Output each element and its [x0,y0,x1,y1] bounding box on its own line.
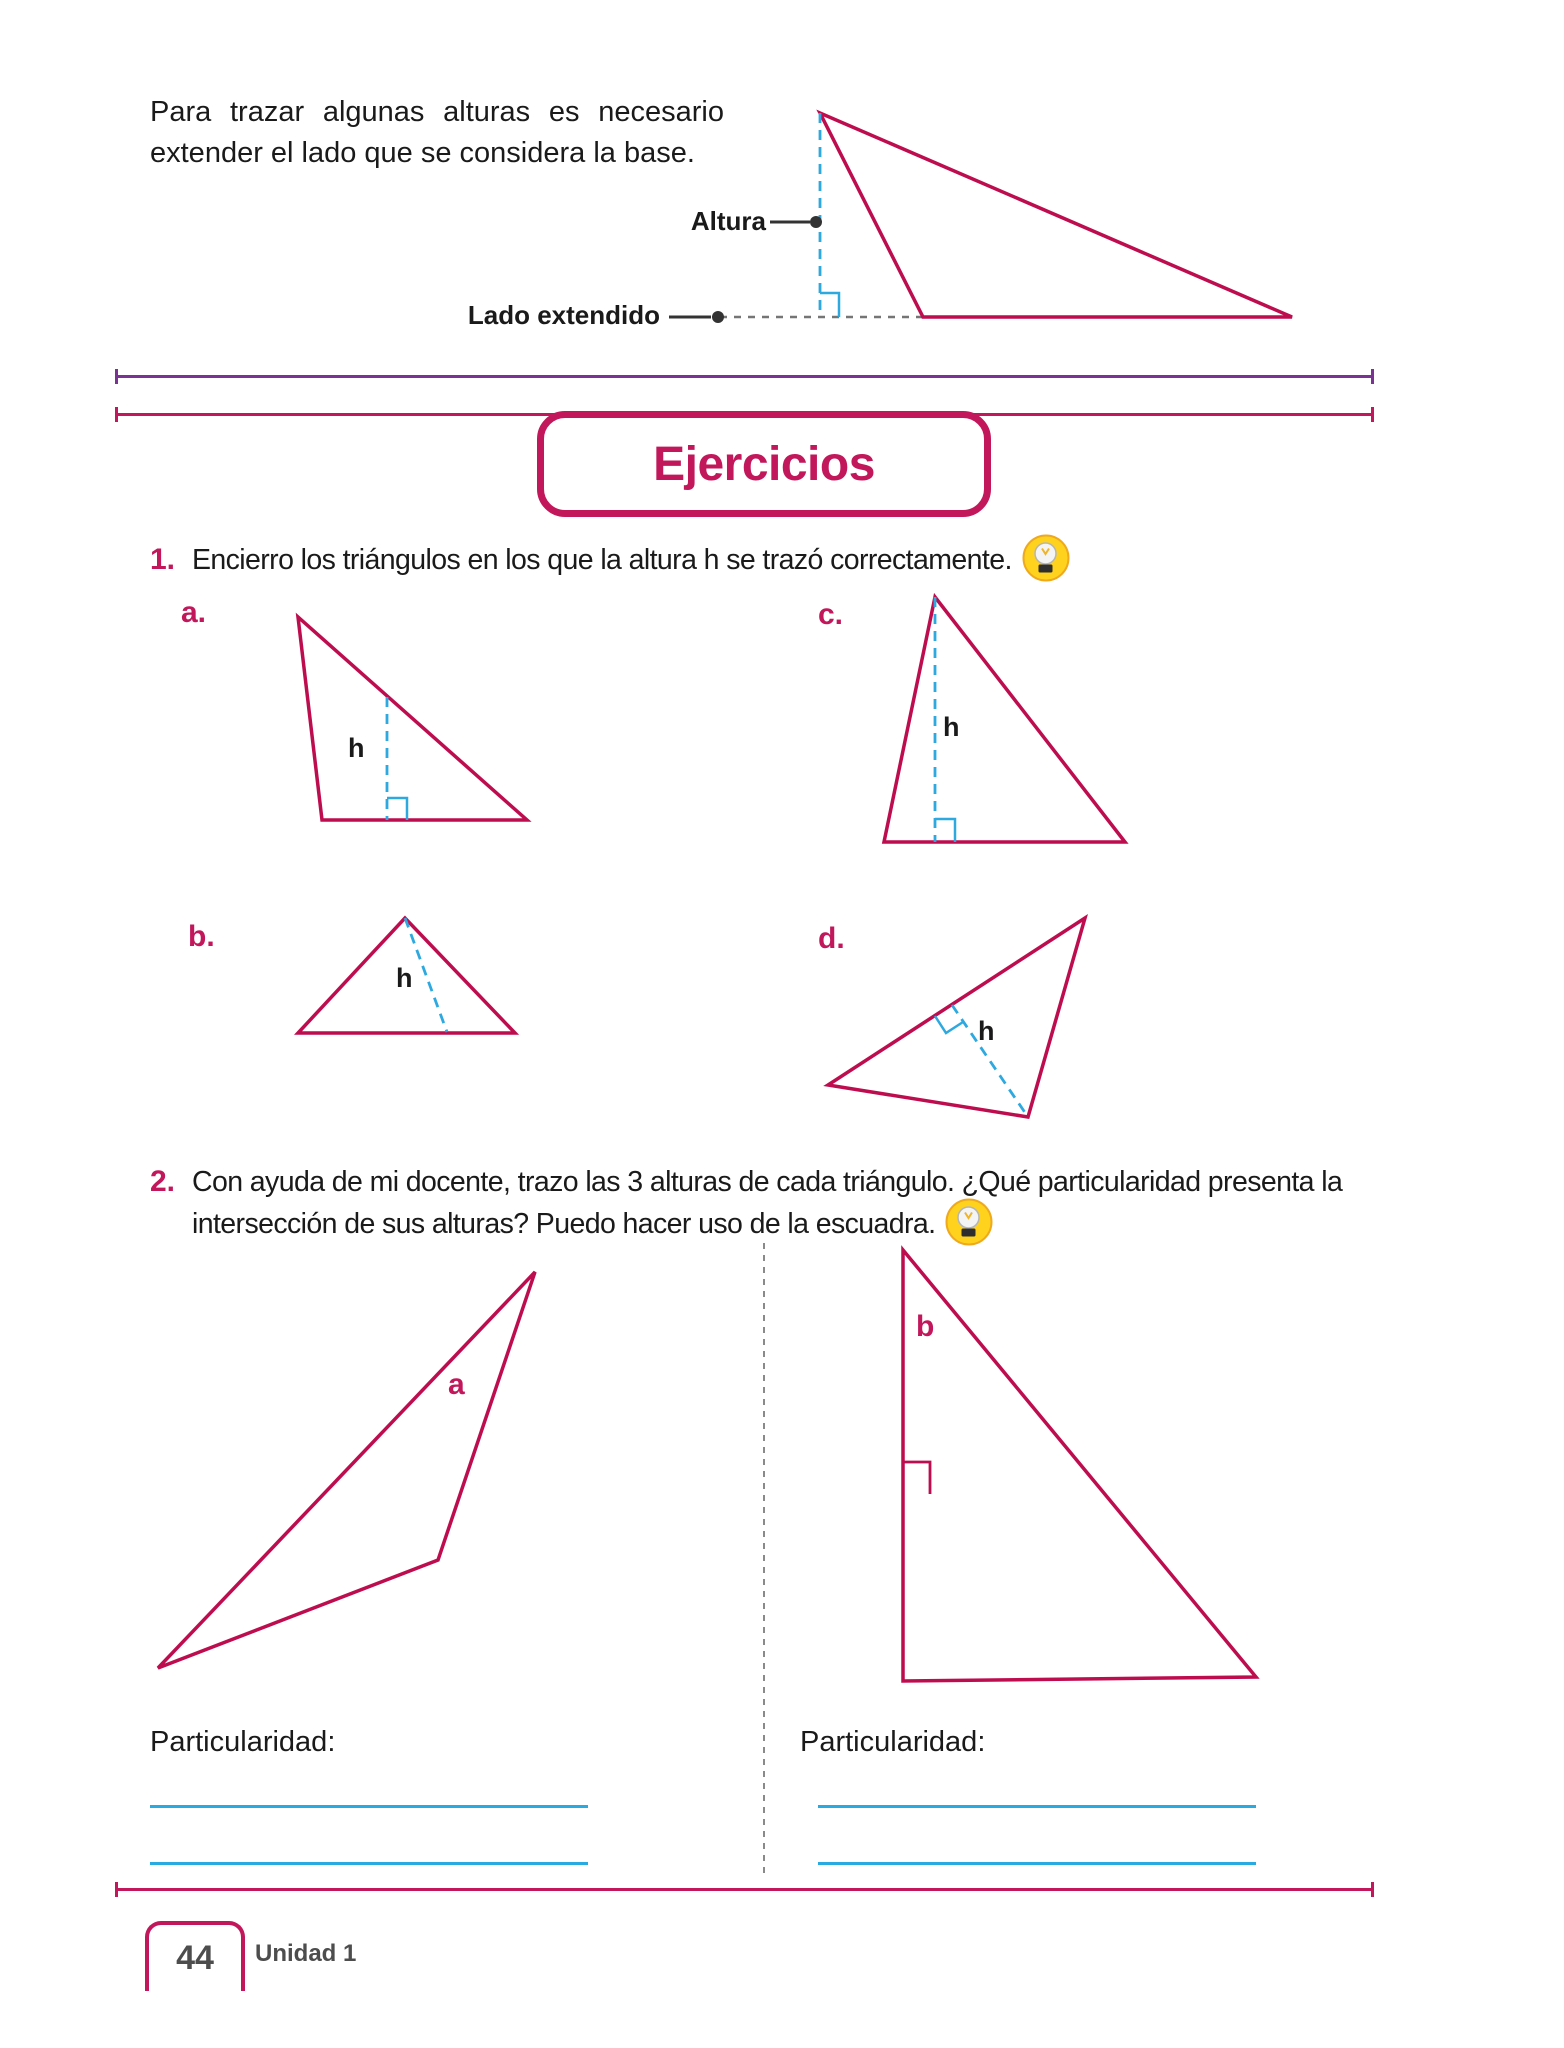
triangle-c-h-label: h [943,712,960,742]
footer-rule [115,1888,1374,1891]
answer-line [150,1862,588,1865]
answer-line [818,1862,1256,1865]
lado-callout-dot [712,311,724,323]
big-triangle-a-label: a [448,1368,465,1401]
triangle-c-right-angle [935,819,955,842]
exercise-1-text: Encierro los triángulos en los que la altura h se trazó correctamente. [192,544,1012,576]
triangle-d [800,900,1110,1140]
lado-extendido-label: Lado extendido [467,300,660,330]
page-number: 44 [176,1938,214,1977]
item-c-label: c. [818,598,844,631]
big-triangle-a-outline [158,1272,535,1668]
exercise-2-prompt-line-1 [150,1163,1342,1201]
section-title: Ejercicios [653,437,875,491]
exercise-2-number: 2. [150,1165,176,1198]
big-triangle-b-right-angle [903,1462,930,1494]
exercise-2-text-line-1: Con ayuda de mi docente, trazo las 3 alturas de cada triángulo. ¿Qué particularidad presenta la [192,1166,1343,1198]
right-angle-marker [820,293,839,317]
triangle-a-outline [298,617,527,820]
big-triangle-b [885,1235,1275,1705]
unit-label: Unidad 1 [255,1940,357,1967]
triangle-a [240,600,540,832]
particularidad-label-left: Particularidad: [150,1726,336,1758]
particularidad-label-right: Particularidad: [800,1726,986,1758]
section-title-box [537,411,991,517]
exercise-2-text-line-2: intersección de sus alturas? Puedo hacer uso de la escuadra. [192,1208,936,1240]
lightbulb-icon [1022,534,1070,582]
item-d-label: d. [818,922,845,955]
altura-label: Altura [690,206,766,236]
page-number-box [145,1921,245,1991]
exercise-1-number: 1. [150,543,176,576]
triangle-c-outline [884,597,1125,842]
intro-line-2: extender el lado que se considera la base. [150,137,695,169]
exercise-1-prompt [150,541,1070,582]
triangle-a-h-label: h [348,733,365,763]
triangle-d-outline [828,918,1085,1117]
big-triangle-a [140,1255,560,1685]
triangle-d-right-angle [935,1016,963,1033]
obtuse-triangle [820,113,1292,317]
triangle-a-right-angle [387,798,407,820]
triangle-b-h-label: h [396,963,413,993]
purple-divider-rule [115,375,1374,378]
big-triangle-b-label: b [916,1310,935,1343]
triangle-c [860,580,1150,865]
item-a-label: a. [181,596,207,629]
altura-callout-dot [810,216,822,228]
answer-line [818,1805,1256,1808]
big-triangle-b-outline [903,1250,1256,1681]
exercise-2-prompt-line-2 [192,1205,993,1246]
column-divider-dashed [763,1243,765,1873]
intro-line-1: Para trazar algunas alturas es necesario [150,96,724,128]
answer-line [150,1805,588,1808]
item-b-label: b. [188,920,215,953]
triangle-d-h-label: h [978,1016,995,1046]
